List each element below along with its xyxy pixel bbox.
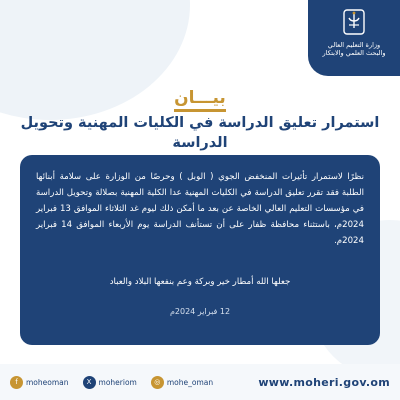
- social-handle-x[interactable]: [83, 376, 137, 389]
- ministry-logo-panel: [308, 0, 400, 76]
- footer-bar: [0, 364, 400, 400]
- ministry-name-line: وزارة التعليم العالي: [327, 41, 381, 49]
- statement-body: نظرًا لاستمرار تأثيرات المنخفض الجوي ( الوبل ) وحرصًا من الوزارة على سلامة أبنائها الطلبة فقد تقرر تعليق الدراسة في الكليات المهنية عدا الكلية المهنية بصلالة وتحويل الدراسة في مؤسسات التعليم العالي الخاصة عن بعد ما أمكن ذلك ليوم غد الثلاثاء الموافق 13 فبراير 2024م، باستثناء محافظة ظفار على أن تستأنف الدراسة يوم الأربعاء الموافق 14 فبراير 2024م.: [36, 172, 364, 246]
- social-handle-text: mohe_oman: [166, 377, 214, 387]
- ministry-name: [314, 41, 394, 57]
- statement-closing: جعلها الله أمطار خير وبركة وعم بنفعها البلاد والعباد: [109, 277, 291, 287]
- social-handle-instagram[interactable]: [151, 376, 213, 389]
- announcement-label: بيـــان: [174, 88, 226, 112]
- facebook-icon: f: [10, 376, 23, 389]
- social-handle-text: moheoman: [26, 377, 69, 387]
- instagram-icon: ◎: [151, 376, 164, 389]
- website-link[interactable]: www.moheri.gov.om: [258, 375, 390, 389]
- social-handle-facebook[interactable]: [10, 376, 69, 389]
- ministry-emblem-icon: [341, 8, 367, 38]
- social-handle-text: moheriom: [98, 377, 137, 387]
- headline-line: استمرار تعليق الدراسة في الكليات المهنية وتحويل الدراسة: [20, 115, 380, 151]
- x-icon: X: [83, 376, 96, 389]
- statement-date: 12 فبراير 2024م: [169, 307, 231, 316]
- announcement-label-wrap: [0, 88, 400, 112]
- ministry-name-line: والبحث العلمي والابتكار: [322, 49, 386, 57]
- statement-card: [20, 155, 380, 345]
